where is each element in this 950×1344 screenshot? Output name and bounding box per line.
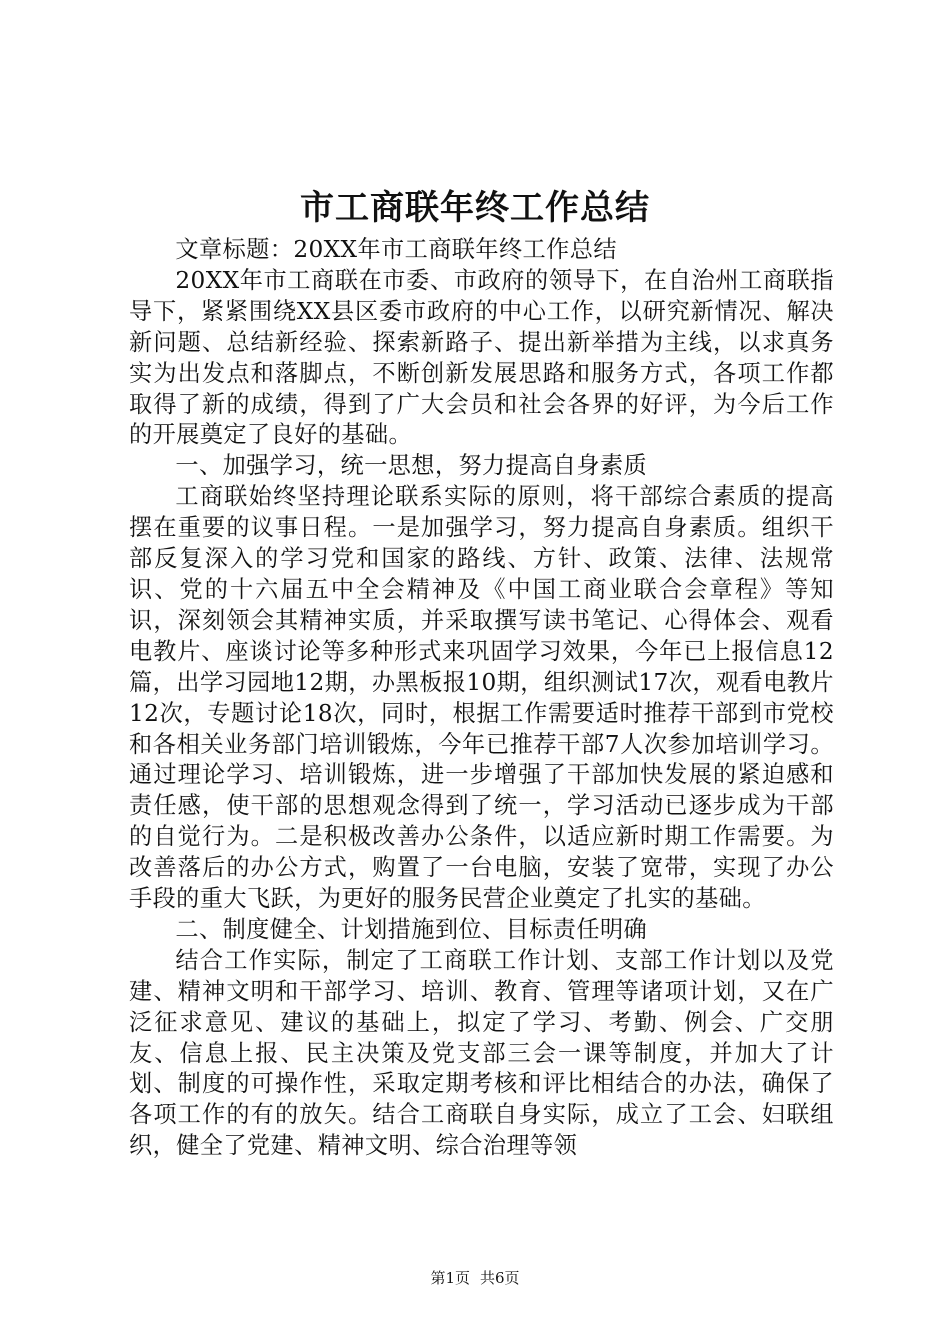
document-body [129,235,834,1162]
page-number-current: 第1页 [430,1269,470,1287]
section-1-paragraph: 工商联始终坚持理论联系实际的原则，将干部综合素质的提高摆在重要的议事日程。一是加强学习，努力提高自身素质。组织干部反复深入的学习党和国家的路线、方针、政策、法律、法规常识、党的十六届五中全会精神及《中国工商业联合会章程》等知识，深刻领会其精神实质，并采取撰写读书笔记、心得体会、观看电教片、座谈讨论等多种形式来巩固学习效果，今年已上报信息12篇，出学习园地12期，办黑板报10期，组织测试17次，观看电教片12次，专题讨论18次，同时，根据工作需要适时推荐干部到市党校和各相关业务部门培训锻炼，今年已推荐干部7人次参加培训学习。通过理论学习、培训锻炼，进一步增强了干部加快发展的紧迫感和责任感，使干部的思想观念得到了统一，学习活动已逐步成为干部的自觉行为。二是积极改善办公条件，以适应新时期工作需要。为改善落后的办公方式，购置了一台电脑，安装了宽带，实现了办公手段的重大飞跃，为更好的服务民营企业奠定了扎实的基础。 [129,483,834,913]
document-title: 市工商联年终工作总结 [300,188,650,228]
section-heading-2: 二、制度健全、计划措施到位、目标责任明确 [175,915,648,943]
page-footer [0,1268,950,1288]
section-2-paragraph: 结合工作实际，制定了工商联工作计划、支部工作计划以及党建、精神文明和干部学习、培训、教育、管理等诸项计划，又在广泛征求意见、建议的基础上，拟定了学习、考勤、例会、广交朋友、信息上报、民主决策及党支部三会一课等制度，并加大了计划、制度的可操作性，采取定期考核和评比相结合的办法，确保了各项工作的有的放矢。结合工商联自身实际，成立了工会、妇联组织，健全了党建、精神文明、综合治理等领 [129,946,834,1160]
intro-paragraph: 20XX年市工商联在市委、市政府的领导下，在自治州工商联指导下，紧紧围绕XX县区委市政府的中心工作，以研究新情况、解决新问题、总结新经验、探索新路子、提出新举措为主线，以求真务实为出发点和落脚点，不断创新发展思路和服务方式，各项工作都取得了新的成绩，得到了广大会员和社会各界的好评，为今后工作的开展奠定了良好的基础。 [129,266,834,449]
article-title-line: 文章标题：20XX年市工商联年终工作总结 [175,236,617,263]
section-heading-1: 一、加强学习，统一思想，努力提高自身素质 [175,452,648,480]
page-number-total: 共6页 [480,1269,520,1287]
